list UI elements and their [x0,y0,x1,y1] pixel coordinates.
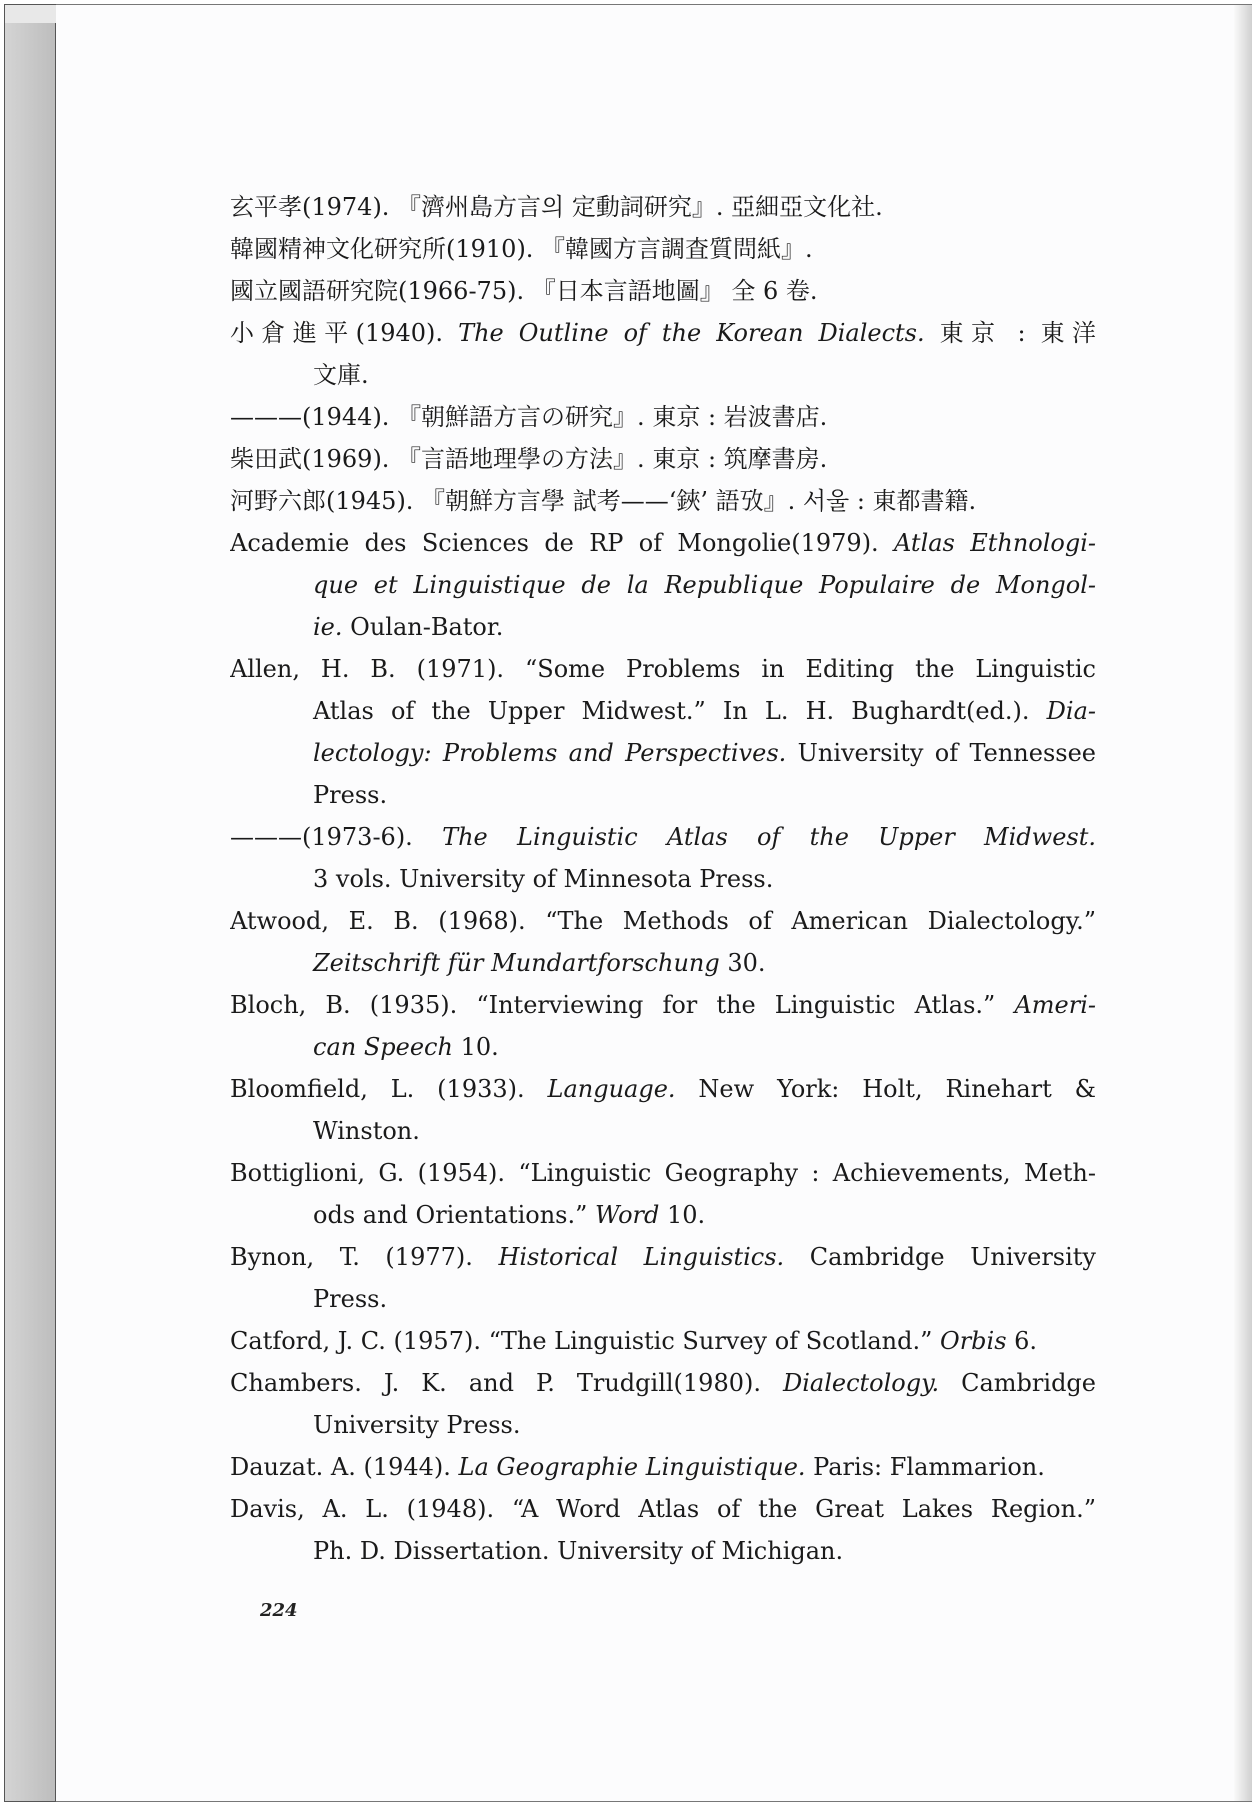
reference-text: 10. [452,1033,499,1061]
reference-line [230,396,1096,438]
reference-text: Allen, H. B. (1971). “Some Problems in Editing the Linguistic [230,655,1096,683]
reference-text: 柴田武(1969). 『言語地理學の方法』. 東京 : 筑摩書房. [230,445,828,473]
reference-entry [230,1068,1096,1152]
reference-line [230,1152,1096,1194]
reference-text: Catford, J. C. (1957). “The Linguistic Survey of Scotland.” [230,1327,941,1355]
reference-line [230,312,1096,354]
italic-title: Word [595,1201,660,1229]
reference-text: 東京 : 東洋 [924,319,1096,347]
reference-line [230,1026,1096,1068]
reference-line [230,648,1096,690]
italic-title: Orbis [940,1327,1007,1355]
reference-text: Academie des Sciences de RP of Mongolie(1979). [230,529,895,557]
reference-entry [230,816,1096,900]
reference-line [230,1530,1096,1572]
reference-entry [230,1236,1096,1320]
reference-text: 30. [719,949,766,977]
reference-text: University Press. [313,1411,521,1439]
reference-text: Cambridge [939,1369,1096,1397]
reference-line [230,690,1096,732]
reference-line [230,1194,1096,1236]
reference-text: 國立國語研究院(1966-75). 『日本言語地圖』 全 6 卷. [230,277,818,305]
reference-text: Atlas of the Upper Midwest.” In L. H. Bughardt(ed.). [313,697,1047,725]
reference-text: Bloch, B. (1935). “Interviewing for the Linguistic Atlas.” [230,991,1015,1019]
reference-text: Bottiglioni, G. (1954). “Linguistic Geography : Achievements, Meth- [230,1159,1096,1187]
reference-line [230,774,1096,816]
reference-text: Paris: Flammarion. [805,1453,1045,1481]
reference-list [230,186,1096,1572]
reference-line [230,816,1096,858]
reference-entry [230,1152,1096,1236]
reference-text: ———(1944). 『朝鮮語方言の研究』. 東京 : 岩波書店. [230,403,828,431]
reference-text: Atwood, E. B. (1968). “The Methods of American Dialectology.” [230,907,1096,935]
reference-entry [230,1446,1096,1488]
reference-line [230,564,1096,606]
reference-text: ods and Orientations.” [313,1201,596,1229]
reference-entry [230,648,1096,816]
reference-entry [230,900,1096,984]
italic-title: ie. [313,613,343,641]
reference-text: Winston. [313,1117,420,1145]
reference-line [230,942,1096,984]
italic-title: Dialectology. [782,1369,940,1397]
italic-title: que et Linguistique de la Republique Populaire de Mongol- [313,571,1096,599]
italic-title: Ameri- [1014,991,1096,1019]
book-spine [4,4,56,1802]
reference-line [230,1404,1096,1446]
reference-entry [230,438,1096,480]
reference-line [230,1236,1096,1278]
reference-line [230,438,1096,480]
reference-text: Dauzat. A. (1944). [230,1453,459,1481]
reference-text: 文庫. [313,361,369,389]
italic-title: Zeitschrift für Mundartforschung [313,949,720,977]
reference-text: 玄平孝(1974). 『濟州島方言의 定動詞研究』. 亞細亞文化社. [230,193,883,221]
reference-line [230,1110,1096,1152]
italic-title: lectology: Problems and Perspectives. [313,739,787,767]
reference-entry [230,1320,1096,1362]
reference-entry [230,1362,1096,1446]
reference-entry [230,270,1096,312]
italic-title: Language. [547,1075,676,1103]
reference-line [230,900,1096,942]
reference-entry [230,186,1096,228]
reference-line [230,228,1096,270]
reference-line [230,480,1096,522]
reference-text: 小倉進平(1940). [230,319,459,347]
reference-text: Ph. D. Dissertation. University of Michigan. [313,1537,844,1565]
reference-line [230,1320,1096,1362]
reference-line [230,1488,1096,1530]
reference-line [230,1278,1096,1320]
reference-text: 韓國精神文化研究所(1910). 『韓國方言調査質問紙』. [230,235,813,263]
reference-line [230,1068,1096,1110]
reference-text: 10. [659,1201,706,1229]
reference-text: University of Tennessee [786,739,1096,767]
page-number: 224 [260,1600,298,1621]
reference-text: Press. [313,781,388,809]
reference-entry [230,480,1096,522]
reference-text: Bloomfield, L. (1933). [230,1075,548,1103]
reference-text: Cambridge University [784,1243,1096,1271]
italic-title: Atlas Ethnologi- [894,529,1096,557]
reference-text: Oulan-Bator. [342,613,504,641]
reference-line [230,1446,1096,1488]
italic-title: Historical Linguistics. [498,1243,785,1271]
reference-text: Davis, A. L. (1948). “A Word Atlas of the Great Lakes Region.” [230,1495,1096,1523]
reference-text: Chambers. J. K. and P. Trudgill(1980). [230,1369,783,1397]
reference-text: 3 vols. University of Minnesota Press. [313,865,774,893]
reference-entry [230,228,1096,270]
italic-title: The Outline of the Korean Dialects. [458,319,925,347]
reference-text: Press. [313,1285,388,1313]
italic-title: The Linguistic Atlas of the Upper Midwest. [442,823,1096,851]
reference-line [230,984,1096,1026]
reference-entry [230,984,1096,1068]
reference-entry [230,312,1096,396]
reference-line [230,732,1096,774]
reference-text: 6. [1006,1327,1038,1355]
reference-text: New York: Holt, Rinehart & [675,1075,1096,1103]
page-edge-shadow [1234,5,1252,1801]
reference-text: Bynon, T. (1977). [230,1243,499,1271]
reference-line [230,522,1096,564]
reference-text: 河野六郎(1945). 『朝鮮方言學 試考——‘鋏’ 語攷』. 서울 : 東都書籍. [230,487,977,515]
italic-title: La Geographie Linguistique. [458,1453,806,1481]
reference-line [230,270,1096,312]
reference-text: ———(1973-6). [230,823,443,851]
reference-line [230,858,1096,900]
reference-entry [230,396,1096,438]
reference-line [230,606,1096,648]
italic-title: Dia- [1046,697,1096,725]
reference-line [230,1362,1096,1404]
reference-line [230,186,1096,228]
reference-entry [230,1488,1096,1572]
reference-entry [230,522,1096,648]
italic-title: can Speech [313,1033,453,1061]
reference-line [230,354,1096,396]
